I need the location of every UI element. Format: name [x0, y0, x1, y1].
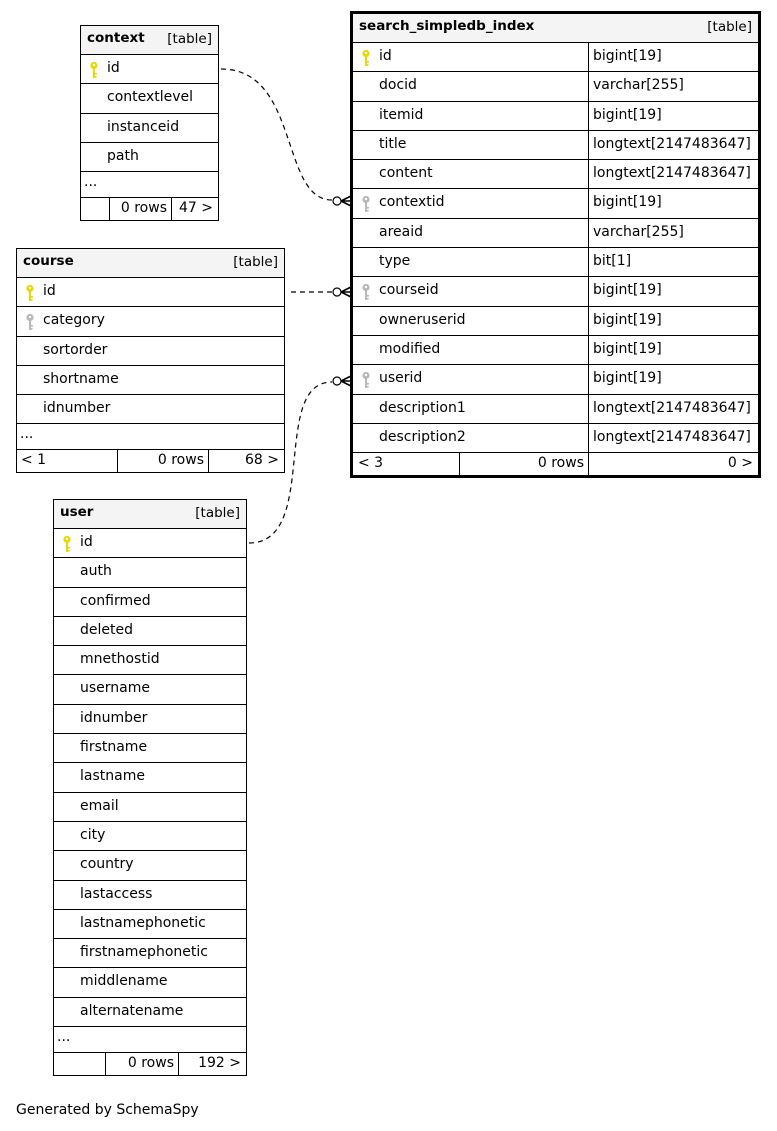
column-name: lastaccess — [80, 885, 153, 902]
column-type: bigint[19] — [588, 102, 758, 130]
column-row[interactable] — [353, 248, 758, 277]
user-table[interactable] — [53, 499, 247, 1076]
column-name: modified — [379, 340, 441, 357]
column-name: docid — [379, 77, 417, 94]
primary-key-icon — [89, 61, 99, 79]
column-name: email — [80, 797, 119, 814]
column-row[interactable] — [353, 160, 758, 189]
children-count[interactable]: 47 > — [171, 198, 218, 220]
column-row[interactable] — [81, 84, 218, 113]
table-footer — [353, 453, 758, 475]
column-type: bigint[19] — [588, 336, 758, 364]
column-name: path — [107, 147, 139, 164]
column-name: id — [379, 48, 392, 64]
column-name: courseid — [379, 282, 439, 299]
column-type: longtext[2147483647] — [588, 424, 758, 452]
column-row[interactable] — [81, 114, 218, 143]
table-type-label: [table] — [167, 31, 212, 47]
column-row[interactable] — [54, 998, 246, 1027]
foreign-key-icon — [25, 313, 35, 331]
column-row[interactable] — [17, 307, 284, 336]
row-count: 0 rows — [117, 450, 208, 472]
column-row[interactable] — [353, 72, 758, 101]
relationship-context-contextid — [221, 69, 332, 200]
column-row[interactable] — [353, 131, 758, 160]
column-name: instanceid — [107, 118, 180, 135]
column-row[interactable] — [353, 365, 758, 394]
column-name: auth — [80, 563, 112, 580]
column-name: itemid — [379, 106, 424, 123]
foreign-key-icon — [361, 283, 371, 301]
primary-key-icon — [62, 535, 72, 553]
column-row[interactable] — [54, 939, 246, 968]
table-footer — [17, 450, 284, 472]
column-name: alternatename — [80, 1002, 184, 1019]
column-row[interactable] — [54, 881, 246, 910]
column-list — [17, 278, 284, 424]
column-row[interactable] — [54, 675, 246, 704]
column-row[interactable] — [17, 395, 284, 424]
column-row[interactable] — [54, 588, 246, 617]
column-row[interactable] — [54, 763, 246, 792]
column-row[interactable] — [54, 705, 246, 734]
column-row[interactable] — [353, 424, 758, 453]
column-list — [54, 529, 246, 1027]
table-header — [54, 500, 246, 529]
column-name: shortname — [43, 370, 119, 387]
table-type-label: [table] — [707, 19, 752, 35]
column-name: lastnamephonetic — [80, 914, 206, 931]
row-count: 0 rows — [105, 1053, 178, 1075]
column-row[interactable] — [54, 529, 246, 558]
zero-cardinality-circle — [333, 197, 341, 205]
column-name: firstnamephonetic — [80, 944, 208, 961]
column-name: idnumber — [43, 400, 111, 417]
column-name: city — [80, 826, 106, 843]
column-row[interactable] — [353, 102, 758, 131]
more-columns-ellipsis: ... — [81, 172, 218, 198]
column-row[interactable] — [17, 278, 284, 307]
row-count: 0 rows — [459, 453, 588, 475]
column-name: idnumber — [80, 709, 148, 726]
foreign-key-icon — [361, 195, 371, 213]
children-count[interactable]: 192 > — [178, 1053, 246, 1075]
column-name: lastname — [80, 768, 145, 785]
column-type: bigint[19] — [588, 43, 758, 71]
column-name: id — [107, 60, 120, 76]
zero-cardinality-circle — [333, 377, 341, 385]
column-name: description2 — [379, 428, 466, 445]
column-name: description1 — [379, 399, 466, 416]
column-name: owneruserid — [379, 311, 466, 328]
column-name: id — [80, 534, 93, 550]
column-row[interactable] — [54, 558, 246, 587]
column-type: longtext[2147483647] — [588, 395, 758, 423]
foreign-key-icon — [361, 371, 371, 389]
column-name: username — [80, 680, 150, 697]
table-header — [81, 26, 218, 55]
column-list — [353, 43, 758, 453]
column-type: bigint[19] — [588, 277, 758, 305]
column-name: content — [379, 165, 433, 182]
column-list — [81, 55, 218, 172]
table-footer — [54, 1053, 246, 1075]
table-name[interactable]: search_simpledb_index — [359, 18, 535, 34]
column-name: mnethostid — [80, 651, 160, 668]
parents-count[interactable]: < 3 — [358, 455, 384, 472]
column-type: bigint[19] — [588, 307, 758, 335]
column-name: id — [43, 283, 56, 299]
table-header — [353, 14, 758, 43]
column-row[interactable] — [353, 43, 758, 72]
column-type: bit[1] — [588, 248, 758, 276]
column-row[interactable] — [353, 307, 758, 336]
table-header — [17, 249, 284, 278]
table-footer — [81, 198, 218, 220]
column-row[interactable] — [81, 143, 218, 172]
children-count[interactable]: 68 > — [208, 450, 284, 472]
generator-credit: Generated by SchemaSpy — [16, 1102, 199, 1118]
course-table[interactable] — [16, 248, 285, 473]
column-row[interactable] — [54, 822, 246, 851]
search-simpledb-index-table[interactable] — [350, 11, 761, 478]
context-table[interactable] — [80, 25, 219, 221]
column-name: contextid — [379, 194, 445, 211]
more-columns-ellipsis: ... — [54, 1027, 246, 1053]
column-name: title — [379, 135, 407, 152]
column-row[interactable] — [353, 336, 758, 365]
column-name: confirmed — [80, 592, 151, 609]
column-row[interactable] — [17, 337, 284, 366]
column-type: varchar[255] — [588, 72, 758, 100]
column-name: areaid — [379, 223, 423, 240]
column-row[interactable] — [81, 55, 218, 84]
zero-cardinality-circle — [333, 288, 341, 296]
parents-count[interactable] — [54, 1053, 105, 1075]
column-name: contextlevel — [107, 89, 194, 106]
column-name: firstname — [80, 739, 148, 756]
column-row[interactable] — [54, 851, 246, 880]
column-name: type — [379, 253, 411, 270]
column-type: longtext[2147483647] — [588, 160, 758, 188]
column-row[interactable] — [54, 617, 246, 646]
column-row[interactable] — [353, 189, 758, 218]
column-row[interactable] — [353, 395, 758, 424]
table-type-label: [table] — [233, 254, 278, 270]
row-count: 0 rows — [109, 198, 171, 220]
column-row[interactable] — [353, 219, 758, 248]
column-row[interactable] — [54, 646, 246, 675]
children-count[interactable]: 0 > — [588, 453, 758, 475]
column-row[interactable] — [353, 277, 758, 306]
column-name: deleted — [80, 621, 133, 638]
primary-key-icon — [361, 49, 371, 67]
column-name: country — [80, 856, 134, 873]
table-name[interactable]: context — [87, 30, 145, 46]
column-type: bigint[19] — [588, 365, 758, 393]
column-row[interactable] — [54, 793, 246, 822]
column-row[interactable] — [54, 734, 246, 763]
column-name: category — [43, 312, 105, 329]
column-name: sortorder — [43, 341, 108, 358]
column-row[interactable] — [54, 968, 246, 997]
column-type: longtext[2147483647] — [588, 131, 758, 159]
column-type: varchar[255] — [588, 219, 758, 247]
parents-count[interactable]: < 1 — [21, 452, 47, 469]
column-name: userid — [379, 370, 423, 387]
primary-key-icon — [25, 284, 35, 302]
table-name[interactable]: course — [23, 253, 74, 269]
more-columns-ellipsis: ... — [17, 424, 284, 450]
table-name[interactable]: user — [60, 504, 94, 520]
column-row[interactable] — [54, 910, 246, 939]
parents-count[interactable] — [81, 198, 109, 220]
table-type-label: [table] — [195, 505, 240, 521]
column-name: middlename — [80, 973, 168, 990]
column-row[interactable] — [17, 366, 284, 395]
column-type: bigint[19] — [588, 189, 758, 217]
